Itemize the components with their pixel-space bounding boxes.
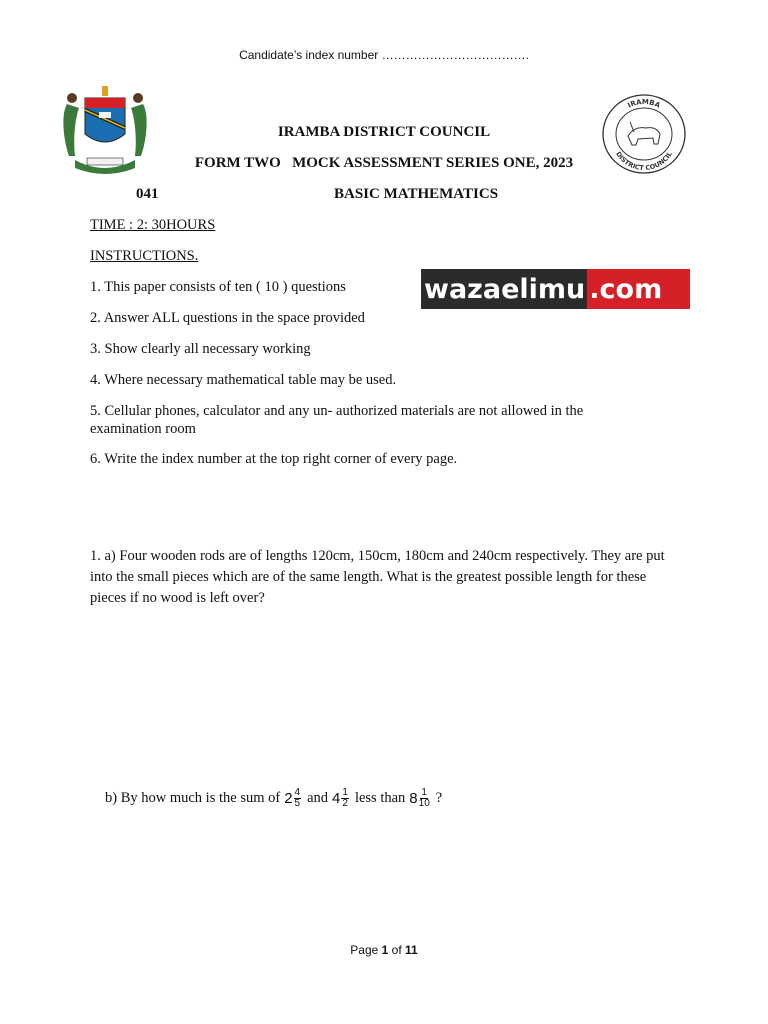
fraction [294,788,302,809]
mixed-number [409,788,429,809]
mixed-number [284,788,301,809]
time-allowed: TIME : 2: 30HOURS [90,217,216,233]
question-1b-and: and [307,790,329,806]
denominator: 5 [294,798,301,809]
fraction [419,788,430,809]
whole-part: 4 [332,790,341,807]
watermark-name: wazaelimu [421,269,587,309]
whole-part: 2 [284,790,293,807]
question-1b [105,788,442,809]
numerator: 1 [421,787,427,798]
page-number: 1 [381,943,389,957]
instruction-item: 1. This paper consists of ten ( 10 ) questions [90,279,346,295]
stamp-top-text: IRAMBA [626,97,662,110]
denominator: 2 [342,798,348,809]
stamp-bottom-text: DISTRICT COUNCIL [614,150,674,173]
candidate-index-line: Candidate’s index number ………………………………. [239,48,529,62]
council-title: IRAMBA DISTRICT COUNCIL [277,124,491,140]
instructions-heading: INSTRUCTIONS. [90,248,199,264]
question-1b-prefix: b) By how much is the sum of [105,790,281,806]
instruction-item: 6. Write the index number at the top right corner of every page. [90,451,458,467]
instruction-item: 5. Cellular phones, calculator and any un- authorized materials are not allowed in the examination room [90,403,584,437]
instruction-item: 2. Answer ALL questions in the space provided [90,310,365,326]
subject-title: BASIC MATHEMATICS [334,186,499,202]
fraction [341,788,349,809]
numerator: 1 [342,787,348,798]
page-of: of [391,943,402,957]
whole-part: 8 [409,790,418,807]
numerator: 4 [294,787,301,798]
instruction-item: 4. Where necessary mathematical table may be used. [90,372,397,388]
question-1b-suffix: ? [435,790,443,806]
denominator: 10 [418,798,430,809]
page-footer [0,943,768,957]
subject-code: 041 [136,186,159,202]
instruction-item: 3. Show clearly all necessary working [90,341,311,357]
question-1a: 1. a) Four wooden rods are of lengths 120cm, 150cm, 180cm and 240cm respectively. They are put into the small pieces which are of the same length. What is the greatest possible length for these pieces if no wood is left over? [90,548,665,606]
wazaelimu-watermark-logo [421,269,690,309]
watermark-domain: .com [587,269,690,309]
question-1b-less-than: less than [354,790,406,806]
page-total: 11 [405,943,418,957]
mixed-number [332,788,349,809]
page-label: Page [350,943,379,957]
series-title: FORM TWO MOCK ASSESSMENT SERIES ONE, 2023 [194,155,574,171]
